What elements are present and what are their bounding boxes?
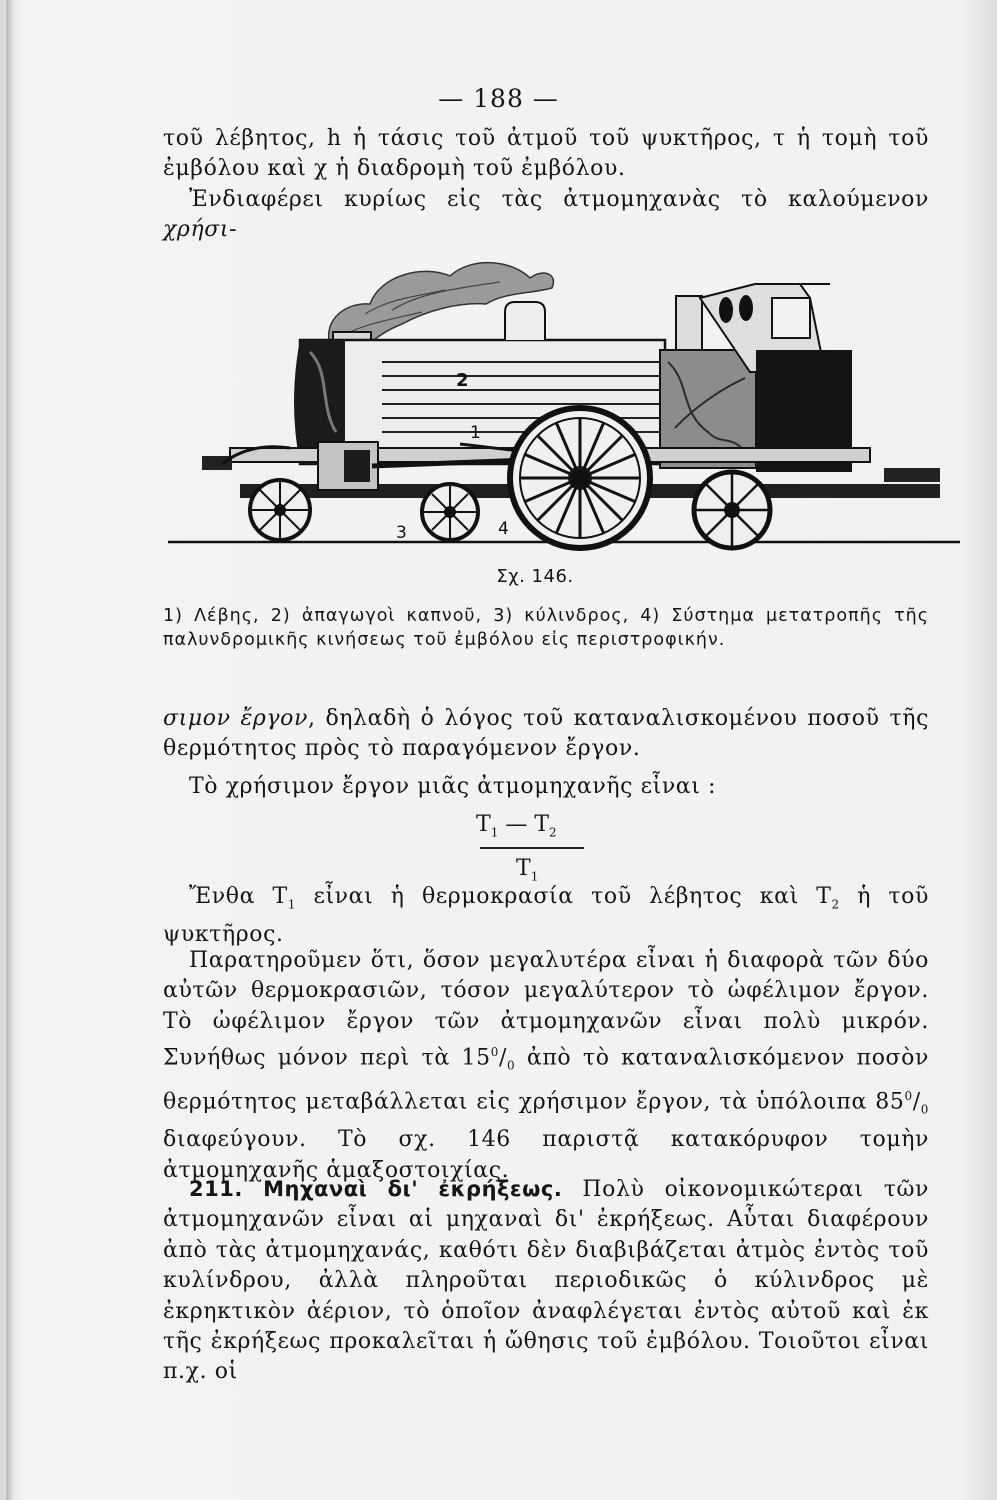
formula-numerator bbox=[476, 812, 557, 839]
useful-work-italic: σιμον ἔργον bbox=[163, 706, 308, 731]
observe-sup-2: 0 bbox=[904, 1089, 913, 1104]
observe-text-3: διαφεύγουν. Τὸ σχ. 146 παριστᾷ κατακόρυφον τομὴν ἀτμομηχανῆς ἁμαξοστοιχίας. bbox=[163, 1127, 929, 1183]
where-sub-2: 2 bbox=[831, 897, 840, 912]
where-text-3: ἡ τοῦ ψυκτῆρος. bbox=[163, 884, 929, 947]
observation-paragraph bbox=[163, 946, 929, 1186]
observe-slash-2: / bbox=[912, 1089, 921, 1115]
efficiency-formula bbox=[440, 812, 620, 884]
useful-work-text: , δηλαδὴ ὁ λόγος τοῦ καταναλισκομένου ποσοῦ τῆς θερμότητος πρὸς τὸ παραγόμενον ἔργον. bbox=[163, 706, 929, 762]
intro-line: τοῦ λέβητος, h ἡ τάσις τοῦ ἀτμοῦ τοῦ ψυκτῆρος, τ ἡ τομὴ τοῦ ἐμβόλου καὶ χ ἡ διαδρομὴ τοῦ ἐμβόλου. bbox=[163, 126, 929, 182]
label-2: 2 bbox=[456, 370, 469, 391]
formula-intro: Τὸ χρήσιμον ἔργον μιᾶς ἀτμομηχανῆς εἶναι : bbox=[189, 774, 717, 799]
formula-den-t1-sub: 1 bbox=[530, 869, 539, 884]
observe-text-2: ἀπὸ τὸ καταναλισκόμενον ποσὸν θερμότητος μεταβάλλεται εἰς χρήσιμον ἔργον, τὰ ὑπόλοιπα 85 bbox=[163, 1045, 929, 1115]
formula-t2: T bbox=[534, 812, 550, 837]
observe-slash-1: / bbox=[498, 1045, 507, 1071]
formula-t1: T bbox=[476, 812, 491, 837]
where-paragraph bbox=[163, 882, 929, 950]
intro-paragraph bbox=[163, 124, 929, 246]
locomotive-drawing bbox=[168, 263, 960, 548]
observe-sup-1: 0 bbox=[490, 1045, 499, 1060]
section-heading: 211. Μηχαναὶ δι' ἐκρήξεως. bbox=[189, 1177, 563, 1201]
formula-denominator bbox=[516, 856, 538, 883]
label-4: 4 bbox=[498, 519, 509, 539]
section-text: Πολὺ οἰκονομικώτεραι τῶν ἀτμομηχανῶν εἶναι αἱ μηχαναὶ δι' ἐκρήξεως. Αὗται διαφέρουν ἀπὸ τὰς ἀτμομηχανάς, καθότι δὲν διαβιβάζεται ἀτμὸς ἐντὸς τοῦ κυλίνδρου, ἀλλὰ πληροῦται περιοδικῶς ὁ κύλινδρος μὲ ἐκρηκτικὸν ἀέριον, τὸ ὁποῖον ἀναφλέγεται ἐντὸς αὐτοῦ καὶ ἐκ τῆς ἐκρήξεως προκαλεῖται ἡ ὤθησις τοῦ ἐμβόλου. Τοιοῦτοι εἶναι π.χ. οἱ bbox=[163, 1177, 929, 1385]
figure-caption-title: Σχ. 146. bbox=[496, 566, 574, 587]
fraction-bar bbox=[480, 847, 584, 849]
formula-t2-sub: 2 bbox=[549, 825, 557, 840]
formula-den-t1: T bbox=[516, 856, 531, 881]
observe-text-1: Παρατηροῦμεν ὅτι, ὅσον μεγαλυτέρα εἶναι ἡ διαφορὰ τῶν δύο αὐτῶν θερμοκρασιῶν, τόσον μεγαλύτερον τὸ ὠφέλιμον ἔργον. Τὸ ὠφέλιμον ἔργον τῶν ἀτμομηχανῶν εἶναι πολὺ μικρόν. Συνήθως μόνον περὶ τὰ 15 bbox=[163, 948, 929, 1071]
intro-interest-text: Ἐνδιαφέρει κυρίως εἰς τὰς ἀτμομηχανὰς τὸ καλούμενον bbox=[189, 186, 929, 212]
observe-sub-1: 0 bbox=[506, 1058, 516, 1073]
front-wheel bbox=[250, 480, 310, 540]
observe-sub-2: 0 bbox=[920, 1103, 929, 1118]
useful-work-paragraph bbox=[163, 704, 929, 765]
section-211-paragraph bbox=[163, 1174, 929, 1388]
page-number: — 188 — bbox=[438, 84, 559, 113]
formula-minus: — bbox=[498, 812, 535, 837]
rear-wheel bbox=[694, 472, 770, 548]
where-text-2: εἶναι ἡ θερμοκρασία τοῦ λέβητος καὶ T bbox=[296, 884, 832, 909]
bogie-wheel bbox=[422, 484, 478, 540]
driving-wheel bbox=[510, 408, 650, 548]
intro-interest-italic: χρήσι- bbox=[163, 217, 238, 243]
where-sub-1: 1 bbox=[287, 897, 297, 912]
label-1: 1 bbox=[470, 423, 481, 443]
figure-caption-text: 1) Λέβης, 2) ἀπαγωγοὶ καπνοῦ, 3) κύλινδρος, 4) Σύστημα μετατροπῆς τῆς παλυνδρομικῆς κινήσεως τοῦ ἐμβόλου εἰς περιστροφικήν. bbox=[163, 606, 929, 650]
page-spine-shadow bbox=[6, 0, 14, 1500]
formula-t1-sub: 1 bbox=[490, 825, 499, 840]
label-3: 3 bbox=[396, 523, 407, 543]
locomotive-illustration bbox=[160, 232, 965, 562]
where-text-1: Ἔνθα T bbox=[189, 884, 288, 909]
